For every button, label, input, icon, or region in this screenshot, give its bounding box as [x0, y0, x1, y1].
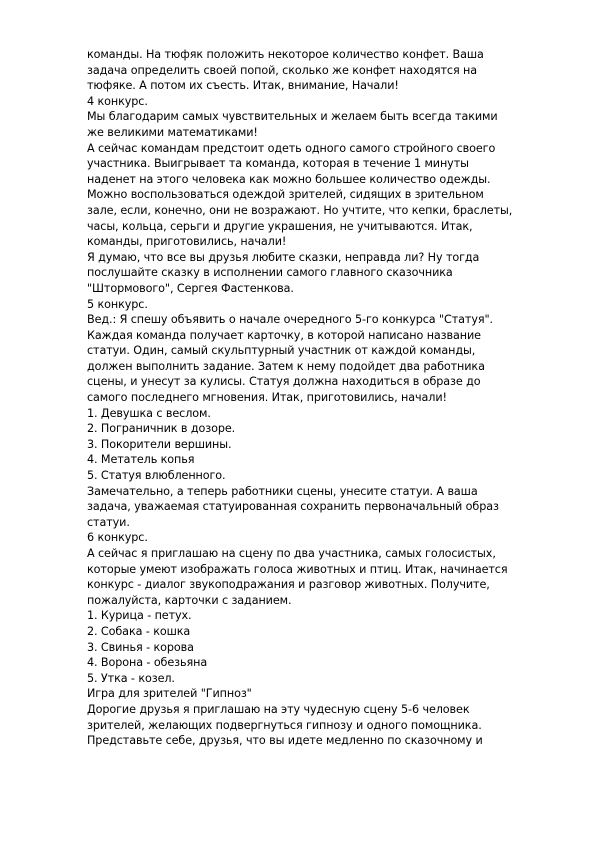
text-line: Мы благодарим самых чувствительных и желаем быть всегда такими — [87, 110, 498, 124]
text-line: конкурс - диалог звукоподражания и разговор животных. Получите, — [87, 578, 490, 592]
text-line: "Штормового", Сергея Фастенкова. — [87, 281, 294, 295]
text-line: сцены, и унесут за кулисы. Статуя должна находиться в образе до — [87, 375, 481, 389]
document-body — [87, 47, 525, 749]
text-line: Представьте себе, друзья, что вы идете медленно по сказочному и — [87, 734, 483, 748]
text-line: 4. Метатель копья — [87, 453, 195, 467]
text-line: статуи. Один, самый скульптурный участник от каждой команды, — [87, 344, 476, 358]
text-line: 5 конкурс. — [87, 297, 148, 311]
text-line: 5. Утка - козел. — [87, 671, 175, 685]
text-line: 2. Пограничник в дозоре. — [87, 422, 236, 436]
text-line: 4 конкурс. — [87, 94, 148, 108]
text-line: 6 конкурс. — [87, 531, 148, 545]
text-line: команды, приготовились, начали! — [87, 235, 287, 249]
text-line: А сейчас я приглашаю на сцену по два участника, самых голосистых, — [87, 547, 496, 560]
text-line: зале, если, конечно, они не возражают. Но учтите, что кепки, браслеты, — [87, 203, 513, 217]
text-line: должен выполнить задание. Затем к нему подойдет два работника — [87, 359, 485, 373]
text-line: Игра для зрителей "Гипноз" — [87, 687, 252, 701]
text-line: которые умеют изображать голоса животных и птиц. Итак, начинается — [87, 562, 508, 576]
text-line: пожалуйста, карточки с заданием. — [87, 593, 292, 607]
text-line: Дорогие друзья я приглашаю на эту чудесную сцену 5-6 человек — [87, 702, 470, 716]
text-line: 5. Статуя влюбленного. — [87, 469, 226, 483]
text-line: 1. Курица - петух. — [87, 609, 192, 623]
text-line: Я думаю, что все вы друзья любите сказки, неправда ли? Ну тогда — [87, 250, 480, 264]
text-line: Вед.: Я спешу объявить о начале очередного 5-го конкурса "Статуя". — [87, 313, 493, 327]
text-line: Каждая команда получает карточку, в которой написано название — [87, 328, 481, 342]
text-line: самого последнего мгновения. Итак, приготовились, начали! — [87, 391, 447, 405]
text-line: 3. Свинья - корова — [87, 640, 194, 654]
text-line: послушайте сказку в исполнении самого главного сказочника — [87, 266, 453, 280]
text-line: Можно воспользоваться одеждой зрителей, сидящих в зрительном — [87, 188, 484, 202]
text-line: 1. Девушка с веслом. — [87, 406, 211, 420]
text-line: же великими математиками! — [87, 125, 258, 139]
text-line: 3. Покорители вершины. — [87, 437, 232, 451]
text-line: статуи. — [87, 515, 130, 529]
text-line: Замечательно, а теперь работники сцены, унесите статуи. А ваша — [87, 484, 478, 498]
text-line: 4. Ворона - обезьяна — [87, 656, 208, 670]
text-line: зрителей, желающих подвергнуться гипнозу и одного помощника. — [87, 718, 482, 732]
text-line: часы, кольца, серьги и другие украшения, не учитываются. Итак, — [87, 219, 473, 233]
text-line: участника. Выигрывает та команда, которая в течение 1 минуты — [87, 157, 469, 171]
text-line: тюфяке. А потом их съесть. Итак, внимание, Начали! — [87, 79, 399, 93]
text-line: А сейчас командам предстоит одеть одного самого стройного своего — [87, 141, 496, 155]
text-line: команды. На тюфяк положить некоторое количество конфет. Ваша — [87, 48, 484, 61]
text-line: задача определить своей попой, сколько же конфет находятся на — [87, 63, 478, 77]
text-line: наденет на этого человека как можно большее количество одежды. — [87, 172, 491, 186]
text-line: задача, уважаемая статуированная сохранить первоначальный образ — [87, 500, 499, 514]
text-line: 2. Собака - кошка — [87, 624, 191, 638]
